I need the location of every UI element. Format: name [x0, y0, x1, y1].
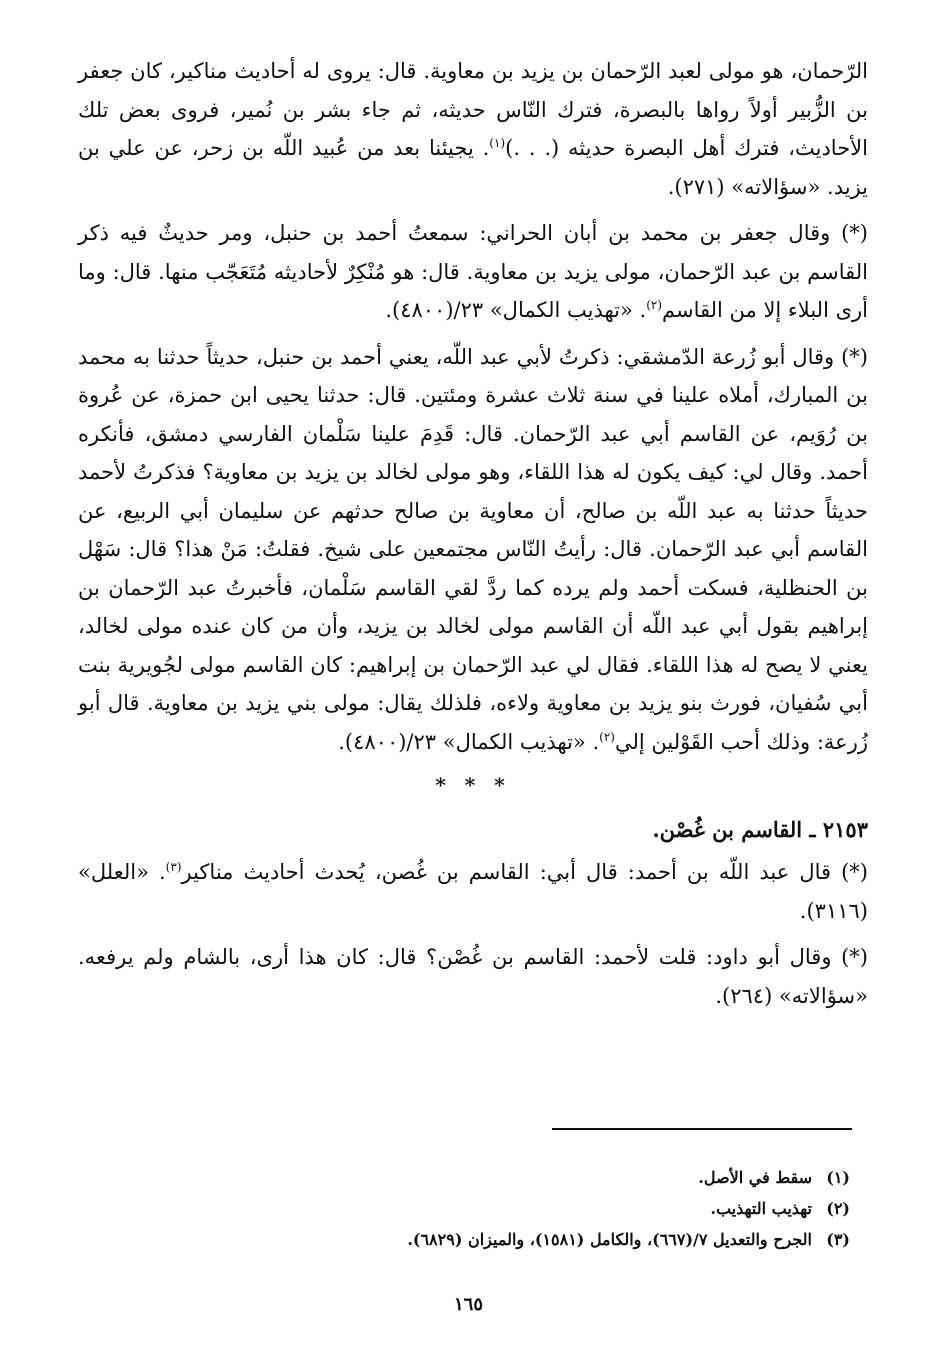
page-body [78, 52, 868, 1023]
footnote-number: (٢) [826, 1199, 850, 1218]
entry-paragraph-1 [78, 853, 868, 930]
footnotes [78, 1162, 850, 1255]
footnote-ref-1[interactable]: (١) [489, 136, 506, 150]
entry-heading: ٢١٥٣ ـ القاسم بن غُصْن. [652, 817, 868, 842]
entry-paragraph-2-text: (*) وقال أبو داود: قلت لأحمد: القاسم بن غُصْن؟ قال: كان هذا أرى، بالشام ولم يرفعه. «سؤالاته» (٢٦٤). [78, 945, 868, 1008]
footnote-divider [552, 1128, 852, 1130]
footnote-number: (٣) [826, 1230, 850, 1249]
footnote-ref-2[interactable]: (٢) [646, 298, 663, 312]
entry-paragraph-1-text: (*) قال عبد اللّه بن أحمد: قال أبي: القاسم بن غُصن، يُحدث أحاديث مناكير [181, 860, 868, 884]
paragraph-2-text: (*) وقال جعفر بن محمد بن أبان الحراني: سمعتُ أحمد بن حنبل، ومر حديثٌ فيه ذكر القاسم بن عبد الرّحمان، مولى يزيد بن معاوية. قال: هو مُنْكِرٌ لأحاديثه مُتَعَجّب منها. قال: وما أرى البلاء إلا من القاسم [78, 221, 868, 322]
entry-paragraph-2 [78, 938, 868, 1015]
entry-paragraph-1-tail: . «العلل» (٣١١٦). [78, 860, 868, 923]
paragraph-2-tail: . «تهذيب الكمال» ٢٣/(٤٨٠٠). [385, 298, 647, 322]
paragraph-1-tail: . يجيئنا بعد من عُبيد اللّه بن زحر، عن علي بن يزيد. «سؤالاته» (٢٧١). [78, 136, 868, 199]
footnote-1 [78, 1162, 850, 1193]
footnote-3 [78, 1224, 850, 1255]
footnote-text: تهذيب التهذيب. [710, 1199, 812, 1218]
page-number: ١٦٥ [453, 1294, 483, 1315]
paragraph-3-tail: . «تهذيب الكمال» ٢٣/(٤٨٠٠). [338, 729, 600, 754]
footnote-ref-2b[interactable]: (٢) [599, 729, 615, 744]
footnote-number: (١) [826, 1168, 850, 1187]
paragraph-1-text: الرّحمان، هو مولى لعبد الرّحمان بن يزيد بن معاوية. قال: يروى له أحاديث مناكير، كان جعفر بن الزُّبير أولاً رواها بالبصرة، فترك النّاس حديثه، ثم جاء بشر بن نُمير، فروى بعض تلك الأحاديث، فترك أهل البصرة حديثه (. . .) [78, 59, 868, 160]
footnote-2 [78, 1193, 850, 1224]
footnote-text: سقط في الأصل. [698, 1168, 812, 1187]
paragraph-1 [78, 52, 868, 206]
paragraph-3 [78, 338, 868, 762]
paragraph-2 [78, 214, 868, 330]
section-separator: * * * [435, 773, 511, 797]
footnote-ref-3[interactable]: (٣) [165, 860, 182, 874]
footnote-text: الجرح والتعديل ٧/(٦٦٧)، والكامل (١٥٨١)، والميزان (٦٨٢٩). [407, 1230, 812, 1249]
paragraph-3-text: (*) وقال أبو زُرعة الدّمشقي: ذكرتُ لأبي عبد اللّه، يعني أحمد بن حنبل، حديثاً حدثنا به محمد بن المبارك، أملاه علينا في سنة ثلاث عشرة ومئتين. قال: حدثنا يحيى ابن حمزة، عن عُروة بن رُوَيم، عن القاسم أبي عبد الرّحمان. قال: قَدِمَ علينا سَلْمان الفارسي دمشق، فأنكره أحمد. وقال لي: كيف يكون له هذا اللقاء، وهو مولى لخالد بن يزيد بن معاوية؟ فذكرتُ لأحمد حديثاً حدثنا به عبد اللّه بن صالح، أن معاوية بن صالح حدثهم عن سليمان أبي الربيع، عن القاسم أبي عبد الرّحمان. قال: رأيتُ النّاس مجتمعين على شيخ. فقلتُ: مَنْ هذا؟ قال: سَهْل بن الحنظلية، فسكت أحمد ولم يرده كما ردَّ لقي القاسم سَلْمان، فأخبرتُ عبد الرّحمان بن إبراهيم بقول أبي عبد اللّه أن القاسم مولى لخالد بن يزيد، وأن من كان عنده مولى لخالد، يعني لا يصح له هذا اللقاء. فقال لي عبد الرّحمان بن إبراهيم: كان القاسم مولى لجُويرية بنت أبي سُفيان، فورث بنو يزيد بن معاوية ولاءه، فلذلك يقال: مولى بني يزيد بن معاوية. قال أبو زُرعة: وذلك أحب القَوْلين إلي [78, 344, 868, 754]
